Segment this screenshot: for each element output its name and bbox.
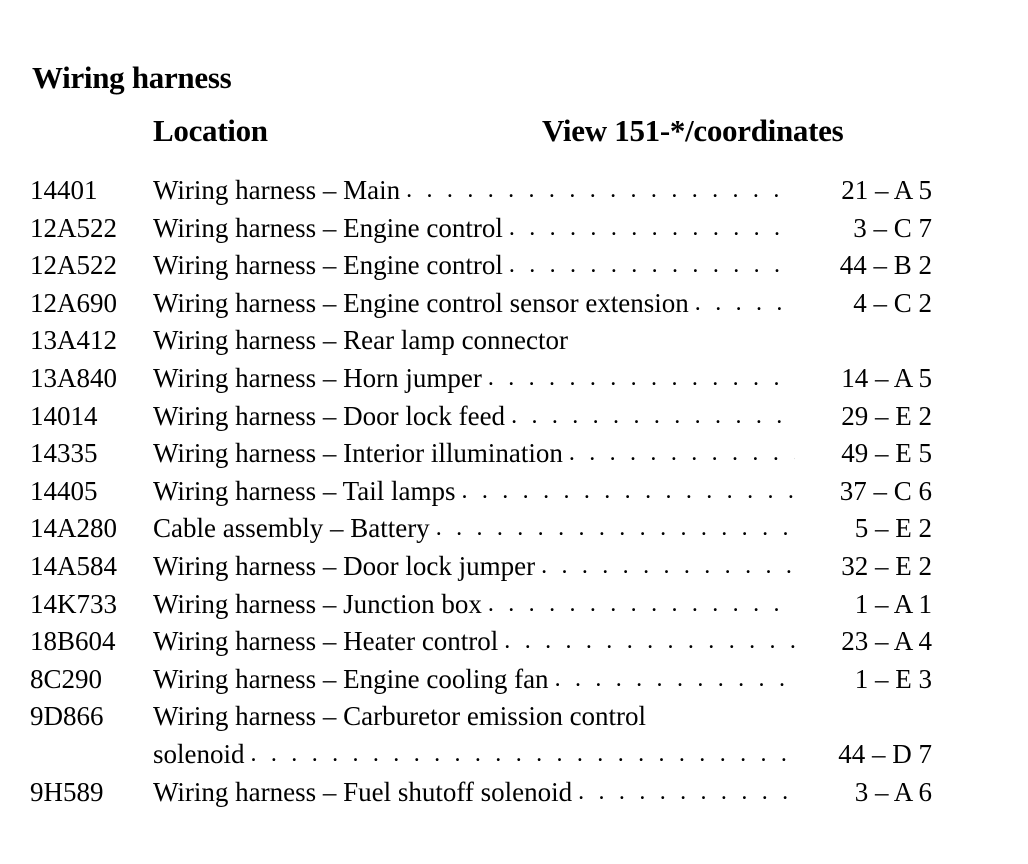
view-coordinate: 44 – D 7: [838, 738, 932, 769]
view-coordinate: 5 – E 2: [854, 513, 932, 544]
list-item: [0, 398, 1028, 436]
list-item: [0, 623, 1028, 661]
view-coordinate: 3 – C 7: [853, 212, 932, 243]
dot-leader: [695, 285, 795, 323]
part-number: 14014: [30, 400, 98, 431]
description-text: Cable assembly – Battery: [153, 510, 436, 548]
list-item: [0, 172, 1028, 210]
part-description: [153, 172, 795, 210]
list-item: [0, 586, 1028, 624]
description-text: Wiring harness – Door lock feed: [153, 398, 511, 436]
part-number: 9D866: [30, 701, 104, 732]
description-text: Wiring harness – Engine cooling fan: [153, 661, 555, 699]
part-description: [153, 510, 795, 548]
view-coordinate: 4 – C 2: [853, 287, 932, 318]
column-header-location: Location: [153, 113, 268, 148]
part-number: 14A584: [30, 550, 117, 581]
view-coordinate: 1 – E 3: [854, 663, 932, 694]
dot-leader: [461, 473, 795, 511]
part-description: [153, 548, 795, 586]
description-text: Wiring harness – Fuel shutoff solenoid: [153, 774, 578, 812]
dot-leader: [569, 435, 795, 473]
dot-leader: [509, 247, 795, 285]
view-coordinate: 32 – E 2: [841, 550, 932, 581]
list-item: [0, 661, 1028, 699]
list-item: [0, 736, 1028, 774]
dot-leader: [578, 774, 795, 812]
list-item: [0, 548, 1028, 586]
view-coordinate: 37 – C 6: [839, 475, 932, 506]
list-item: [0, 322, 1028, 360]
part-description: [153, 698, 795, 736]
list-item: [0, 774, 1028, 812]
part-description: [153, 435, 795, 473]
dot-leader: [541, 548, 795, 586]
column-header-view-coordinates: View 151-*/coordinates: [542, 113, 844, 148]
dot-leader: [504, 623, 795, 661]
description-text: Wiring harness – Main: [153, 172, 406, 210]
part-description: [153, 210, 795, 248]
description-text: Wiring harness – Engine control: [153, 210, 509, 248]
part-number: 12A690: [30, 287, 117, 318]
part-number: 9H589: [30, 776, 104, 807]
list-item: [0, 698, 1028, 736]
view-coordinate: 14 – A 5: [841, 362, 932, 393]
view-coordinate: 49 – E 5: [841, 438, 932, 469]
list-item: [0, 360, 1028, 398]
part-description: [153, 586, 795, 624]
dot-leader: [555, 661, 795, 699]
dot-leader: [488, 360, 795, 398]
part-number: 14A280: [30, 513, 117, 544]
description-text: Wiring harness – Engine control: [153, 247, 509, 285]
part-description: [153, 322, 795, 360]
part-number: 13A840: [30, 362, 117, 393]
page-title: Wiring harness: [32, 60, 232, 95]
dot-leader: [488, 586, 795, 624]
view-coordinate: 3 – A 6: [854, 776, 932, 807]
part-number: 18B604: [30, 626, 116, 657]
list-item: [0, 210, 1028, 248]
dot-leader: [511, 398, 795, 436]
part-description: [153, 473, 795, 511]
list-item: [0, 510, 1028, 548]
part-description: [153, 398, 795, 436]
dot-leader: [406, 172, 795, 210]
description-text: solenoid: [153, 736, 251, 774]
part-description: [153, 360, 795, 398]
part-description: [153, 623, 795, 661]
description-text: Wiring harness – Carburetor emission control: [153, 698, 652, 736]
part-number: 14405: [30, 475, 98, 506]
part-number: 13A412: [30, 325, 117, 356]
dot-leader: [436, 510, 795, 548]
part-description: [153, 736, 795, 774]
description-text: Wiring harness – Junction box: [153, 586, 488, 624]
description-text: Wiring harness – Door lock jumper: [153, 548, 541, 586]
part-number: 14K733: [30, 588, 117, 619]
description-text: Wiring harness – Rear lamp connector: [153, 322, 574, 360]
dot-leader: [509, 210, 795, 248]
description-text: Wiring harness – Engine control sensor extension: [153, 285, 695, 323]
list-item: [0, 435, 1028, 473]
view-coordinate: 23 – A 4: [841, 626, 932, 657]
view-coordinate: 29 – E 2: [841, 400, 932, 431]
part-number: 12A522: [30, 212, 117, 243]
part-description: [153, 247, 795, 285]
part-number: 12A522: [30, 250, 117, 281]
description-text: Wiring harness – Heater control: [153, 623, 504, 661]
part-number: 14335: [30, 438, 98, 469]
part-description: [153, 774, 795, 812]
list-item: [0, 247, 1028, 285]
view-coordinate: 21 – A 5: [841, 175, 932, 205]
view-coordinate: 1 – A 1: [854, 588, 932, 619]
parts-list: [0, 172, 1028, 811]
description-text: Wiring harness – Tail lamps: [153, 473, 461, 511]
list-item: [0, 473, 1028, 511]
dot-leader: [251, 736, 796, 774]
description-text: Wiring harness – Interior illumination: [153, 435, 569, 473]
list-item: [0, 285, 1028, 323]
description-text: Wiring harness – Horn jumper: [153, 360, 488, 398]
part-number: 8C290: [30, 663, 103, 694]
part-description: [153, 661, 795, 699]
part-number: 14401: [30, 175, 98, 205]
view-coordinate: 44 – B 2: [839, 250, 932, 281]
part-description: [153, 285, 795, 323]
